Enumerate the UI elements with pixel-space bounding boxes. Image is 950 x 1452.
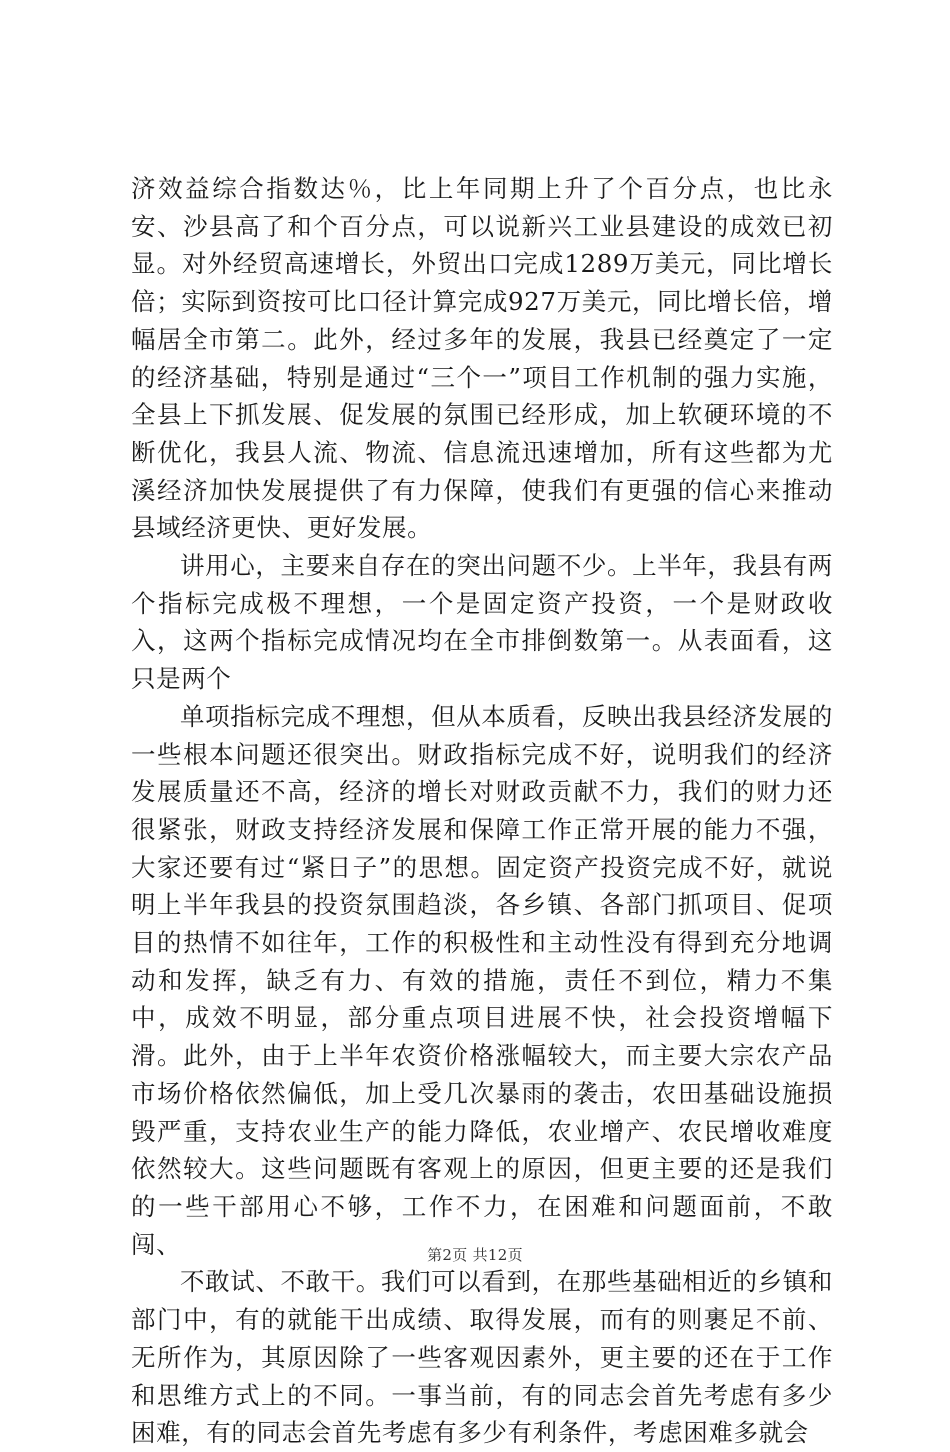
paragraph-1: 济效益综合指数达％，比上年同期上升了个百分点，也比永安、沙县高了和个百分点，可以说新兴工业县建设的成效已初显。对外经贸高速增长，外贸出口完成1289万美元，同比增长倍；实际到资按可比口径计算完成927万美元，同比增长倍，增幅居全市第二。此外，经过多年的发展，我县已经奠定了一定的经济基础，特别是通过“三个一”项目工作机制的强力实施，全县上下抓发展、促发展的氛围已经形成，加上软硬环境的不断优化，我县人流、物流、信息流迅速增加，所有这些都为尤溪经济加快发展提供了有力保障，使我们有更强的信心来推动县域经济更快、更好发展。 <box>131 174 833 543</box>
paragraph-2: 讲用心，主要来自存在的突出问题不少。上半年，我县有两个指标完成极不理想，一个是固定资产投资，一个是财政收入，这两个指标完成情况均在全市排倒数第一。从表面看，这只是两个 <box>131 551 833 694</box>
page-number-footer: 第2页 共12页 <box>427 1246 523 1264</box>
paragraph-3: 单项指标完成不理想，但从本质看，反映出我县经济发展的一些根本问题还很突出。财政指标完成不好，说明我们的经济发展质量还不高，经济的增长对财政贡献不力，我们的财力还很紧张，财政支持经济发展和保障工作正常开展的能力不强，大家还要有过“紧日子”的思想。固定资产投资完成不好，就说明上半年我县的投资氛围趋淡，各乡镇、各部门抓项目、促项目的热情不如往年，工作的积极性和主动性没有得到充分地调动和发挥，缺乏有力、有效的措施，责任不到位，精力不集中，成效不明显，部分重点项目进展不快，社会投资增幅下滑。此外，由于上半年农资价格涨幅较大，而主要大宗农产品市场价格依然偏低，加上受几次暴雨的袭击，农田基础设施损毁严重，支持农业生产的能力降低，农业增产、农民增收难度依然较大。这些问题既有客观上的原因，但更主要的还是我们的一些干部用心不够，工作不力，在困难和问题面前，不敢闯、 <box>131 701 833 1259</box>
paragraph-4: 不敢试、不敢干。我们可以看到，在那些基础相近的乡镇和部门中，有的就能干出成绩、取得发展，而有的则裹足不前、无所作为，其原因除了一些客观因素外，更主要的还在于工作和思维方式上的不同。一事当前，有的同志会首先考虑有多少困难，有的同志会首先考虑有多少有利条件，考虑困难多就会 <box>131 1267 833 1448</box>
